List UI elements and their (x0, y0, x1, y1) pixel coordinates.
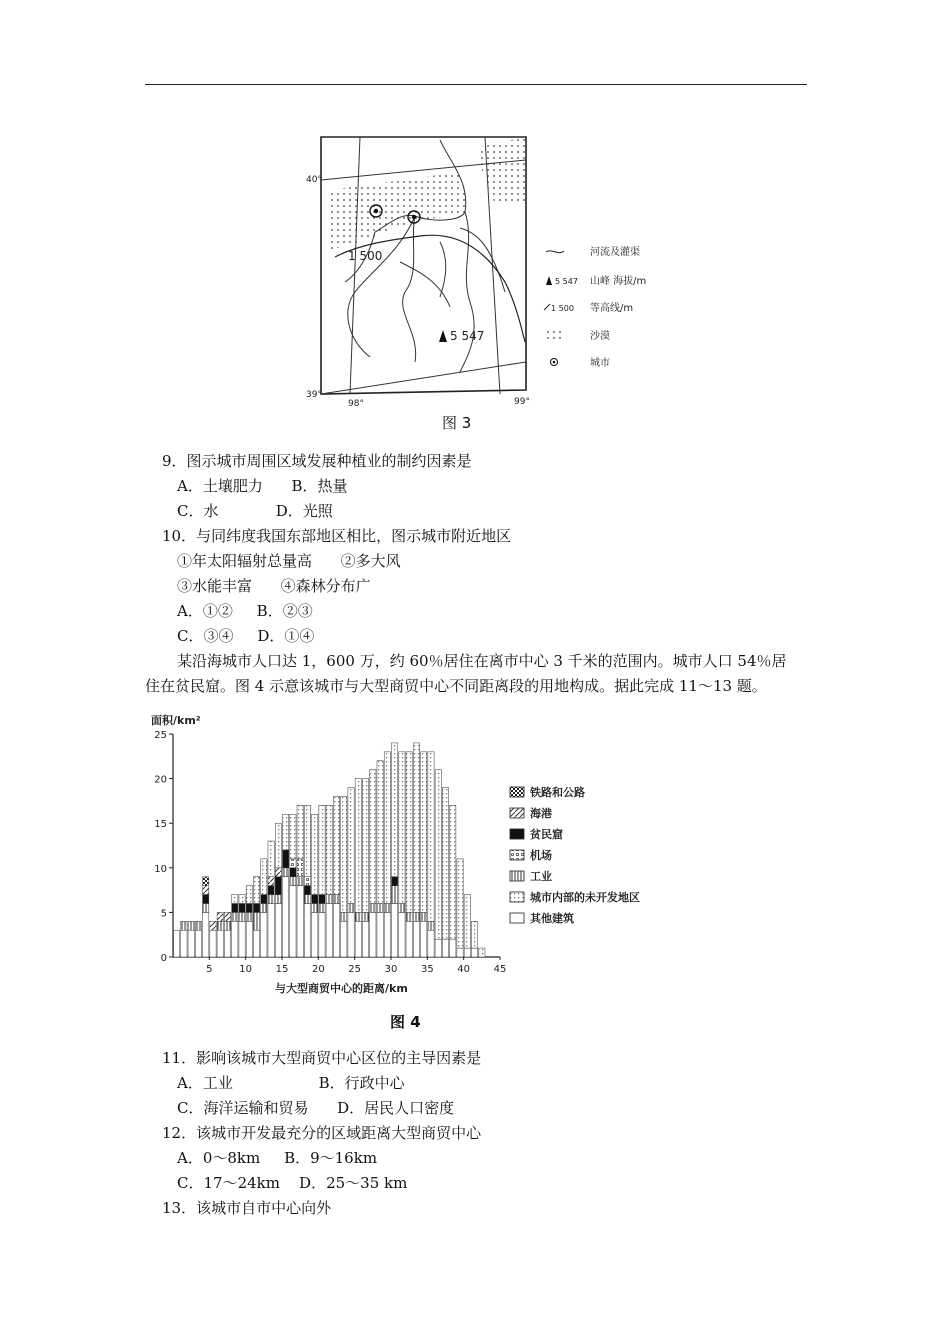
bar-segment (392, 743, 398, 877)
x-tick-label: 30 (384, 964, 398, 975)
bar-segment (224, 930, 230, 957)
bar-segment (370, 770, 376, 904)
bar-segment (384, 752, 390, 904)
question-11-option-row-1: A．工业 B．行政中心 (177, 1074, 405, 1092)
bar-segment (239, 895, 245, 904)
bar-segment (297, 805, 303, 859)
question-11-option-row-2: C．海洋运输和贸易 D．居民人口密度 (177, 1099, 455, 1117)
legend-swatch (510, 892, 524, 902)
x-tick-label: 45 (493, 964, 507, 975)
bar-segment (399, 912, 405, 957)
bar-segment (290, 877, 296, 886)
legend-swatch (510, 871, 524, 881)
bar-segment (435, 939, 441, 957)
legend-label: 铁路和公路 (530, 786, 585, 799)
bar-segment (304, 805, 310, 876)
bar-segment (275, 823, 281, 868)
chart-ylabel: 面积/km² (151, 714, 201, 727)
y-tick-label: 0 (160, 953, 167, 964)
bar-segment (377, 903, 383, 912)
bar-segment (304, 886, 310, 895)
bar-segment (181, 921, 187, 930)
bar-segment (246, 886, 252, 904)
bar-segment (268, 895, 274, 904)
header-rule (145, 84, 807, 85)
bar-segment (253, 903, 259, 912)
bar-segment (362, 779, 368, 913)
legend-label: 海港 (530, 807, 552, 820)
chart-legend (510, 785, 640, 925)
bar-segment (261, 903, 267, 912)
legend-label-contour: 等高线/m (590, 303, 634, 314)
bar-segment (326, 805, 332, 894)
bar-segment (362, 912, 368, 921)
lat-bottom-label: 39° (306, 390, 322, 400)
bar-segment (421, 921, 427, 957)
bar-segment (355, 779, 361, 913)
peak-icon (439, 330, 447, 342)
map-legend (544, 245, 646, 369)
bar-segment (304, 877, 310, 886)
bar-segment (290, 868, 296, 877)
bar-segment (261, 912, 267, 957)
plot-area (154, 730, 506, 975)
x-tick-label: 5 (206, 964, 213, 975)
bar-segment (239, 912, 245, 921)
bar-segment (442, 939, 448, 957)
bar-segment (464, 948, 470, 957)
legend-peak-icon (546, 276, 552, 285)
bar-segment (471, 921, 477, 948)
question-12-option-row-2: C．17～24km D．25～35 km (177, 1174, 408, 1192)
lat-top-label: 40° (306, 175, 322, 185)
bar-segment (275, 877, 281, 895)
bar-segment (413, 912, 419, 921)
bar-segment (406, 921, 412, 957)
bar-segment (355, 912, 361, 921)
bar-segment (297, 859, 303, 877)
bar-segment (253, 877, 259, 904)
bar-segment (450, 805, 456, 939)
x-tick-label: 20 (311, 964, 325, 975)
legend-peak-sample: 5 547 (555, 277, 578, 286)
legend-label: 城市内部的未开发地区 (530, 891, 640, 904)
bar-segment (370, 903, 376, 912)
bar-segment (355, 921, 361, 957)
bar-segment (362, 921, 368, 957)
legend-label: 其他建筑 (530, 912, 574, 925)
city-icon (551, 359, 558, 366)
bar-segment (232, 903, 238, 912)
x-tick-label: 40 (457, 964, 471, 975)
y-tick-label: 10 (154, 863, 167, 875)
bar-segment (341, 912, 347, 921)
bar-segment (457, 948, 463, 957)
bar-segment (195, 930, 201, 957)
legend-label: 贫民窟 (530, 828, 563, 841)
question-10-item-row-2: ③水能丰富 ④森林分布广 (177, 577, 371, 595)
legend-swatch (510, 787, 524, 797)
bar-segment (428, 930, 434, 957)
bar-segment (413, 743, 419, 912)
bar-segment (174, 930, 180, 957)
bar-segment (384, 912, 390, 957)
bar-segment (304, 903, 310, 957)
bar-segment (195, 921, 201, 930)
bar-segment (377, 912, 383, 957)
bar-segment (377, 761, 383, 904)
figure3-map (300, 132, 650, 432)
bar-segment (326, 895, 332, 904)
bar-segment (268, 841, 274, 877)
bar-segment (421, 752, 427, 913)
bar-segment (348, 912, 354, 957)
legend-swatch (510, 829, 524, 839)
bar-segment (203, 903, 209, 912)
bar-segment (188, 921, 194, 930)
bar-segment (392, 877, 398, 886)
bar-segment (232, 921, 238, 957)
bar-segment (283, 814, 289, 850)
bar-segment (253, 930, 259, 957)
bar-segment (268, 886, 274, 895)
figure4-chart (145, 712, 675, 1012)
lon-left-label: 98° (348, 399, 364, 409)
question-12-option-row-1: A．0～8km B．9～16km (177, 1149, 378, 1167)
bar-segment (290, 886, 296, 957)
bar-segment (392, 886, 398, 904)
x-tick-label: 35 (420, 964, 434, 975)
y-tick-label: 20 (154, 774, 167, 786)
bar-segment (232, 912, 238, 921)
bar-segment (217, 930, 223, 957)
bar-segment (297, 877, 303, 886)
bar-segment (203, 912, 209, 957)
legend-label: 工业 (530, 870, 552, 883)
bar-segment (457, 859, 463, 948)
question-9-option-row-1: A．土壤肥力 B．热量 (177, 477, 348, 495)
figure3-caption: 图 3 (442, 414, 472, 432)
bar-segment (224, 912, 230, 921)
bar-segment (341, 921, 347, 957)
y-tick-label: 25 (154, 730, 167, 741)
bar-segment (413, 921, 419, 957)
question-12-stem: 12．该城市开发最充分的区域距离大型商贸中心 (162, 1124, 482, 1142)
bar-segment (464, 895, 470, 949)
bar-segment (341, 796, 347, 912)
bar-segment (290, 814, 296, 859)
bar-segment (275, 868, 281, 877)
bar-segment (333, 895, 339, 904)
bar-segment (246, 912, 252, 921)
legend-contour-sample: 1 500 (551, 304, 574, 313)
bar-segment (304, 895, 310, 904)
bar-segment (348, 903, 354, 912)
legend-label-desert: 沙漠 (590, 331, 610, 342)
bar-segment (348, 788, 354, 904)
bar-segment (210, 930, 216, 957)
contour-icon (544, 304, 550, 310)
bar-segment (239, 921, 245, 957)
bar-segment (283, 868, 289, 877)
bar-segment (217, 912, 223, 921)
bar-segment (312, 903, 318, 912)
y-tick-label: 5 (160, 908, 167, 920)
bar-segment (428, 921, 434, 930)
bar-segment (246, 903, 252, 912)
bar-segment (370, 912, 376, 957)
bar-segment (203, 895, 209, 904)
bar-segment (297, 886, 303, 957)
x-tick-label: 10 (239, 964, 253, 975)
bar-segment (450, 939, 456, 957)
chart-xlabel: 与大型商贸中心的距离/km (275, 982, 408, 995)
bar-segment (479, 948, 485, 957)
legend-swatch (510, 850, 524, 860)
bar-segment (210, 921, 216, 930)
bar-segment (384, 903, 390, 912)
bar-segment (268, 877, 274, 886)
bar-segment (203, 877, 209, 886)
bar-segment (319, 895, 325, 904)
peak-label: 5 547 (450, 329, 485, 343)
lon-right-label: 99° (514, 397, 530, 407)
passage-line-2: 住在贫民窟。图 4 示意该城市与大型商贸中心不同距离段的用地构成。据此完成 11～13 题。 (145, 677, 767, 695)
bar-segment (246, 921, 252, 957)
bar-segment (253, 912, 259, 930)
bar-segment (283, 877, 289, 957)
bar-segment (442, 788, 448, 940)
legend-label-peak: 山峰 海拔/m (590, 276, 647, 287)
bar-segment (471, 948, 477, 957)
bar-segment (275, 895, 281, 904)
bar-segment (312, 912, 318, 957)
legend-label: 机场 (530, 849, 552, 862)
question-13-stem: 13．该城市自市中心向外 (162, 1199, 332, 1217)
bar-segment (428, 752, 434, 921)
question-9-option-row-2: C．水 D．光照 (177, 502, 333, 520)
bar-segment (290, 859, 296, 868)
bar-segment (435, 770, 441, 939)
question-11-stem: 11．影响该城市大型商贸中心区位的主导因素是 (162, 1049, 482, 1067)
bar-segment (333, 903, 339, 957)
y-tick-label: 15 (154, 819, 167, 831)
legend-label-river: 河流及灌渠 (590, 247, 640, 258)
bar-segment (333, 796, 339, 894)
passage-line-1: 某沿海城市人口达 1，600 万，约 60％居住在离市中心 3 千米的范围内。城市人口 54％居 (177, 652, 787, 670)
bar-segment (188, 930, 194, 957)
bar-segment (181, 930, 187, 957)
bar-segment (275, 903, 281, 957)
bar-segment (421, 912, 427, 921)
bar-segment (326, 903, 332, 957)
bar-segment (217, 921, 223, 930)
contour-label: 1 500 (348, 249, 383, 263)
bar-segment (319, 805, 325, 894)
bar-segment (283, 850, 289, 868)
bar-segment (319, 912, 325, 957)
bar-segment (261, 895, 267, 904)
legend-label-city: 城市 (590, 358, 610, 369)
x-tick-label: 15 (275, 964, 289, 975)
question-10-option-row-2: C．③④ D．①④ (177, 627, 315, 645)
bar-segment (312, 814, 318, 894)
bar-segment (399, 903, 405, 912)
bar-segment (399, 752, 405, 904)
figure4-caption: 图 4 (390, 1013, 421, 1031)
legend-swatch (510, 808, 524, 818)
bar-segment (392, 903, 398, 957)
bar-segment (239, 903, 245, 912)
river-icon (546, 251, 564, 253)
question-10-stem: 10．与同纬度我国东部地区相比，图示城市附近地区 (162, 527, 512, 545)
bar-segment (406, 912, 412, 921)
bar-segment (406, 752, 412, 913)
legend-swatch (510, 913, 524, 923)
question-10-option-row-1: A．①② B．②③ (177, 602, 313, 620)
bar-segment (312, 895, 318, 904)
bar-segment (261, 859, 267, 895)
bar-segment (203, 886, 209, 895)
bar-segment (224, 921, 230, 930)
bar-segment (232, 895, 238, 904)
bar-segment (268, 903, 274, 957)
question-10-item-row-1: ①年太阳辐射总量高 ②多大风 (177, 552, 401, 570)
x-tick-label: 25 (348, 964, 362, 975)
question-9-stem: 9．图示城市周围区域发展种植业的制约因素是 (162, 452, 472, 470)
desert-icon (546, 330, 564, 339)
bar-segment (319, 903, 325, 912)
